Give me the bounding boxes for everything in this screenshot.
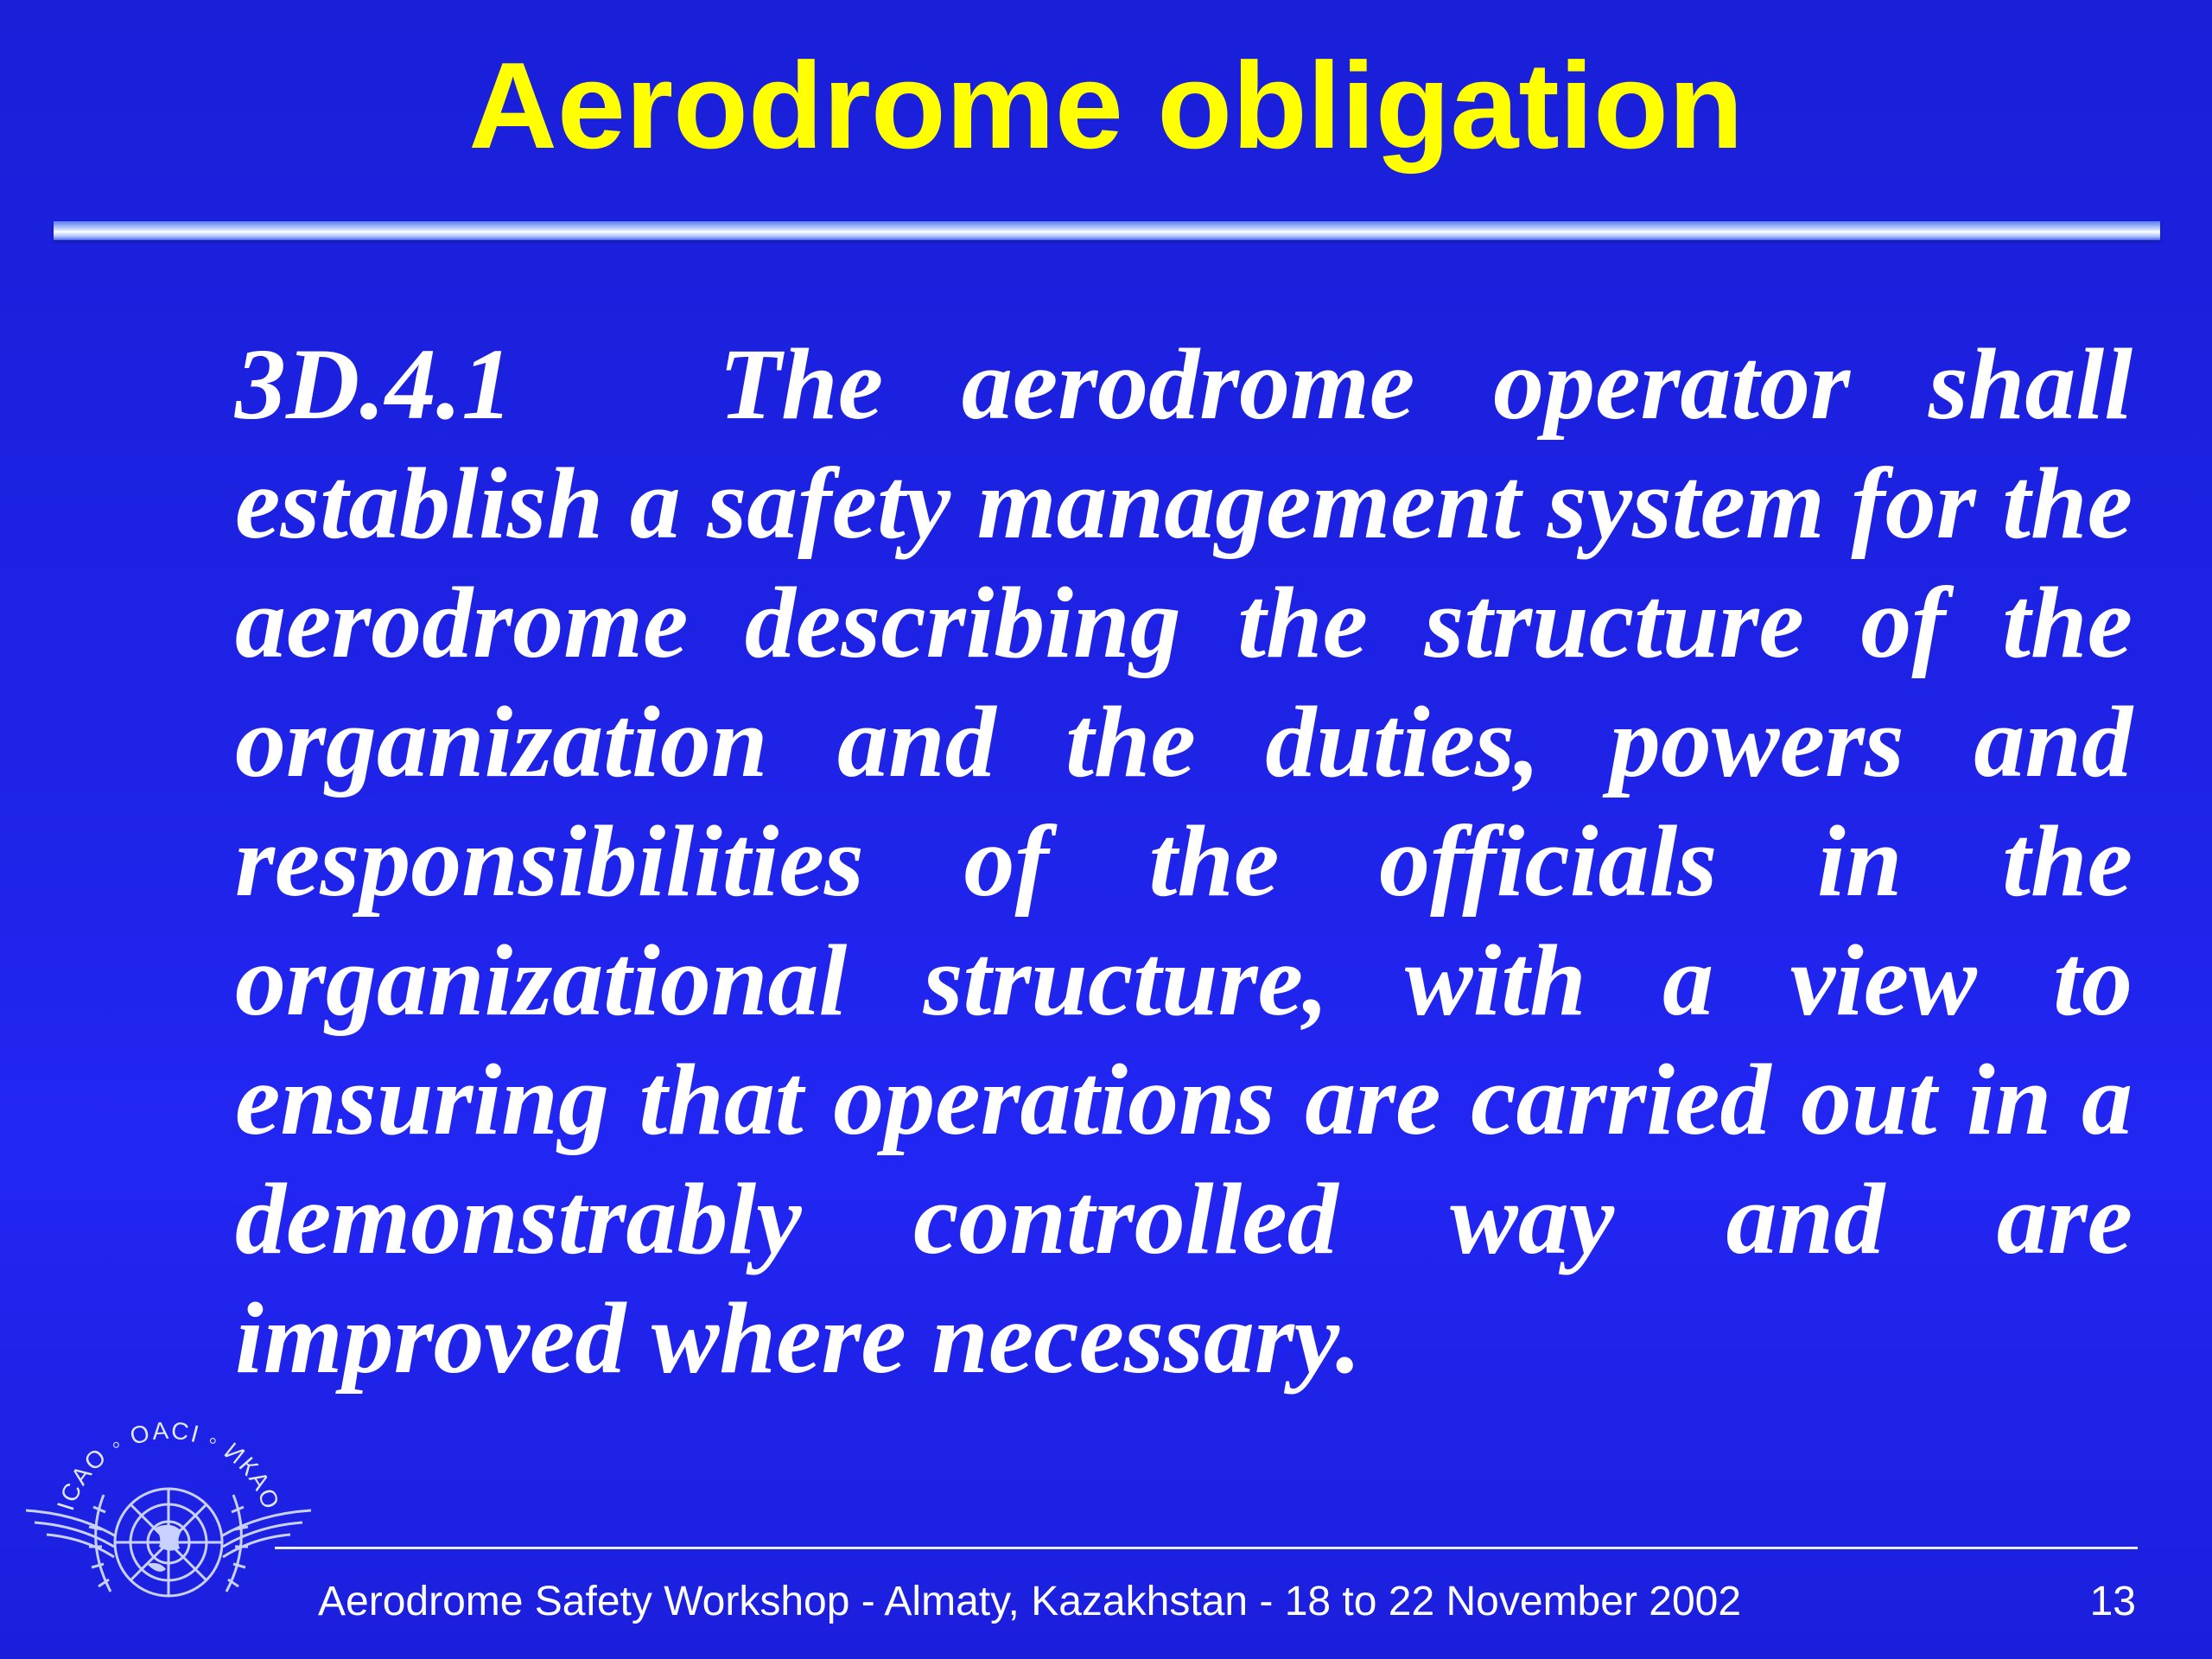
footer-text: Aerodrome Safety Workshop - Almaty, Kazakhstan - 18 to 22 November 2002 xyxy=(318,1579,1742,1624)
title-divider xyxy=(54,221,2160,240)
logo-text: ICAO ◦ OACI ◦ ИКАО xyxy=(52,1416,285,1514)
footer-divider xyxy=(275,1547,2138,1549)
icao-emblem-icon xyxy=(9,1391,328,1659)
clause-number: 3D.4.1 xyxy=(235,327,513,441)
page-number: 13 xyxy=(2089,1579,2136,1624)
slide-title: Aerodrome obligation xyxy=(468,37,1744,175)
clause-text: The aerodrome operator shall establish a safety management system for the aerodrome describing the structure of the organization and the duties, powers and responsibilities of the officials in the organizational structure, with a view to ensuring that operations are carried out in a demonstrably controlled way and are improved where necessary. xyxy=(235,327,2133,1395)
clause-paragraph xyxy=(235,325,2133,1398)
